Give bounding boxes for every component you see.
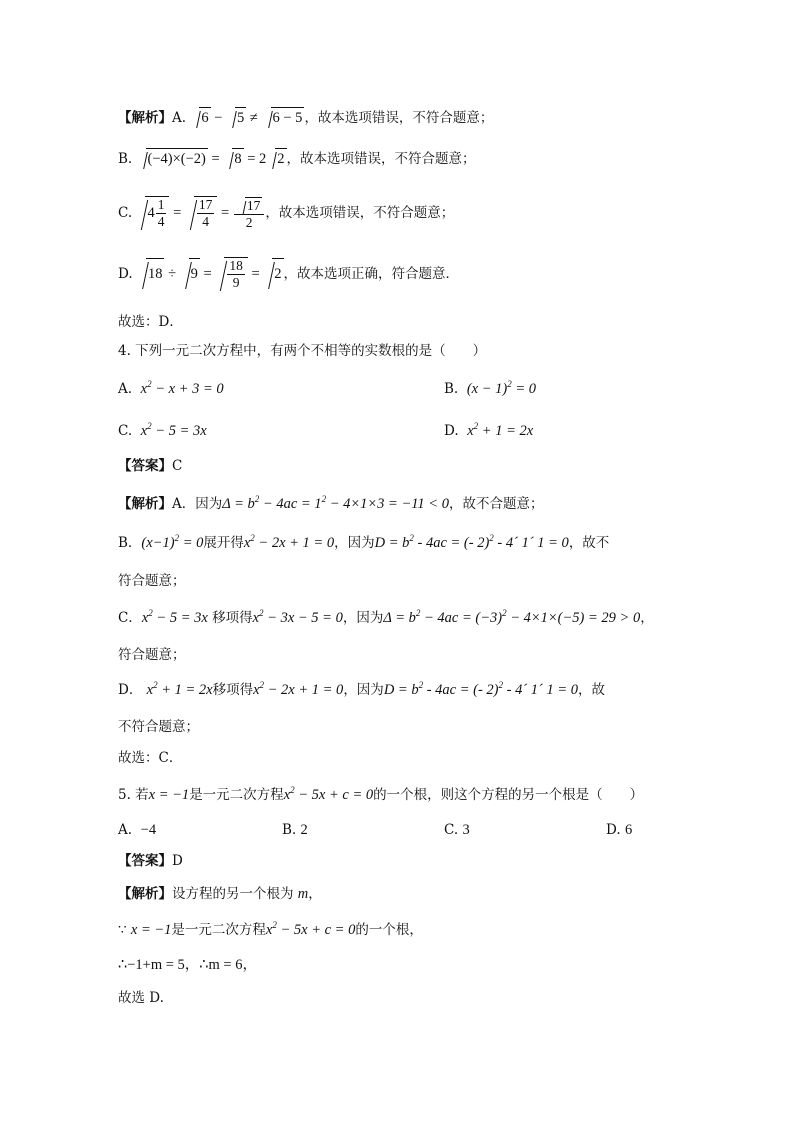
formula: $(x - 1)^2 = 0$ (466, 379, 536, 397)
q4-analysis-c-cont: 符合题意； (118, 647, 186, 663)
q5-stem: 5. 若x = −1是一元二次方程$x^2 - 5x + c = 0$的一个根，则这个方程的另一个根是（ ） (118, 785, 644, 803)
formula: $D = b^2 - 4ac$ = (- 2)$^2$ - 4´ 1´ 1 = 0 (374, 533, 569, 551)
q3-analysis-b: B. (−4)×(−2) = 8 = 2 2 ，故本选项错误，不符合题意； (118, 148, 476, 169)
q3-choice: 故选：D． (118, 314, 183, 330)
formula: $x^2 - 2x + 1 = 0$ (243, 533, 335, 551)
q4-option-b: B. $(x - 1)^2 = 0$ (444, 379, 536, 397)
formula: (−4)×(−2) = 8 = 2 2 (137, 151, 287, 167)
q3-analysis-a: 【解析】A. 6 − 5 ≠ 6 − 5 ，故本选项错误，不符合题意； (118, 107, 493, 128)
q4-option-c: C. $x^2 - 5 = 3x$ (118, 421, 207, 439)
formula: $x^2 - 2x + 1 = 0$ (253, 680, 344, 698)
q3-analysis-c: C. 4 $\frac{1}{4}$ = $\frac{17}{4}$ = $\frac{17}{2}$ ，故本选项错误，不符合题意； (118, 197, 455, 230)
formula: $x^2 - 5 = 3x$ (141, 608, 208, 626)
formula: $x^2 + 1 = 2x$ (146, 680, 213, 698)
q5-option-d: D. 6 (606, 822, 633, 838)
q5-option-b: B. 2 (282, 822, 308, 838)
formula: $x^2 - 5 = 3x$ (140, 421, 207, 439)
q4-choice: 故选：C． (118, 750, 183, 766)
formula: $D = b^2 - 4ac$ = (- 2)$^2$ - 4´ 1´ 1 = 0 (383, 680, 579, 698)
q4-analysis-d: D． $x^2 + 1 = 2x$移项得$x^2 - 2x + 1 = 0$，因为$D = b^2 - 4ac$ = (- 2)$^2$ - 4´ 1´ 1 = 0，故 (118, 680, 606, 698)
q4-analysis-a: 【解析】A．因为$\Delta = b^2 - 4ac = 1^2 - 4\times 1\times 3 = -11 < 0$，故不合题意； (118, 494, 544, 512)
q5-analysis-1: 【解析】设方程的另一个根为 m， (118, 886, 322, 902)
formula: x = −1 (148, 787, 190, 803)
formula: $x^2 - x + 3 = 0$ (140, 379, 224, 397)
q5-analysis-3: ∴−1+m = 5，∴m = 6， (118, 957, 257, 973)
formula: $\Delta = b^2 - 4ac = (-3)^2 - 4\times 1\times(-5) = 29 > 0$ (383, 608, 641, 626)
formula: $\Delta = b^2 - 4ac = 1^2 - 4\times 1\times 3 = -11 < 0$ (222, 494, 449, 512)
formula: $x^2 - 3x - 5 = 0$ (252, 608, 343, 626)
q5-option-a: A. −4 (118, 822, 157, 838)
q4-option-d: D. $x^2 + 1 = 2x$ (444, 421, 534, 439)
formula: $x^2 - 5x + c = 0$ (283, 785, 374, 803)
q3-analysis-d: D. 18 ÷ 9 = $\frac{18}{9}$ = 2 ，故本选项正确，符合题意． (118, 258, 460, 290)
q4-analysis-d-cont: 不符合题意； (118, 719, 199, 735)
formula: x = −1 (130, 922, 172, 938)
q4-analysis-c: C．$x^2 - 5 = 3x$ 移项得$x^2 - 3x - 5 = 0$，因为$\Delta = b^2 - 4ac = (-3)^2 - 4\times 1\times(-5) = 29 > 0$， (118, 608, 654, 626)
q5-option-c: C. 3 (444, 822, 470, 838)
formula: 18 ÷ 9 = $\frac{18}{9}$ = 2 (137, 266, 284, 282)
formula: 6 − 5 ≠ 6 − 5 (190, 110, 304, 126)
formula: $x^2 + 1 = 2x$ (467, 421, 534, 439)
q5-answer: 【答案】D (118, 853, 183, 869)
q5-analysis-2: ∵ x = −1是一元二次方程$x^2 - 5x + c = 0$的一个根， (118, 920, 423, 938)
analysis-label: 【解析】 (118, 110, 172, 126)
q4-answer: 【答案】C (118, 458, 183, 474)
q4-analysis-b: B．$(x-1)^2 = 0$展开得$x^2 - 2x + 1 = 0$，因为$D = b^2 - 4ac$ = (- 2)$^2$ - 4´ 1´ 1 = 0，故不 (118, 533, 610, 551)
q4-analysis-b-cont: 符合题意； (118, 573, 186, 589)
q4-option-a: A. $x^2 - x + 3 = 0$ (118, 379, 224, 397)
formula: $(x-1)^2 = 0$ (141, 533, 204, 551)
formula: $x^2 - 5x + c = 0$ (265, 920, 356, 938)
q5-choice: 故选 D. (118, 990, 164, 1006)
formula: 4 $\frac{1}{4}$ = $\frac{17}{4}$ = $\frac{17}{2}$ (136, 205, 265, 221)
q4-stem: 4. 下列一元二次方程中，有两个不相等的实数根的是（ ） (118, 343, 487, 359)
